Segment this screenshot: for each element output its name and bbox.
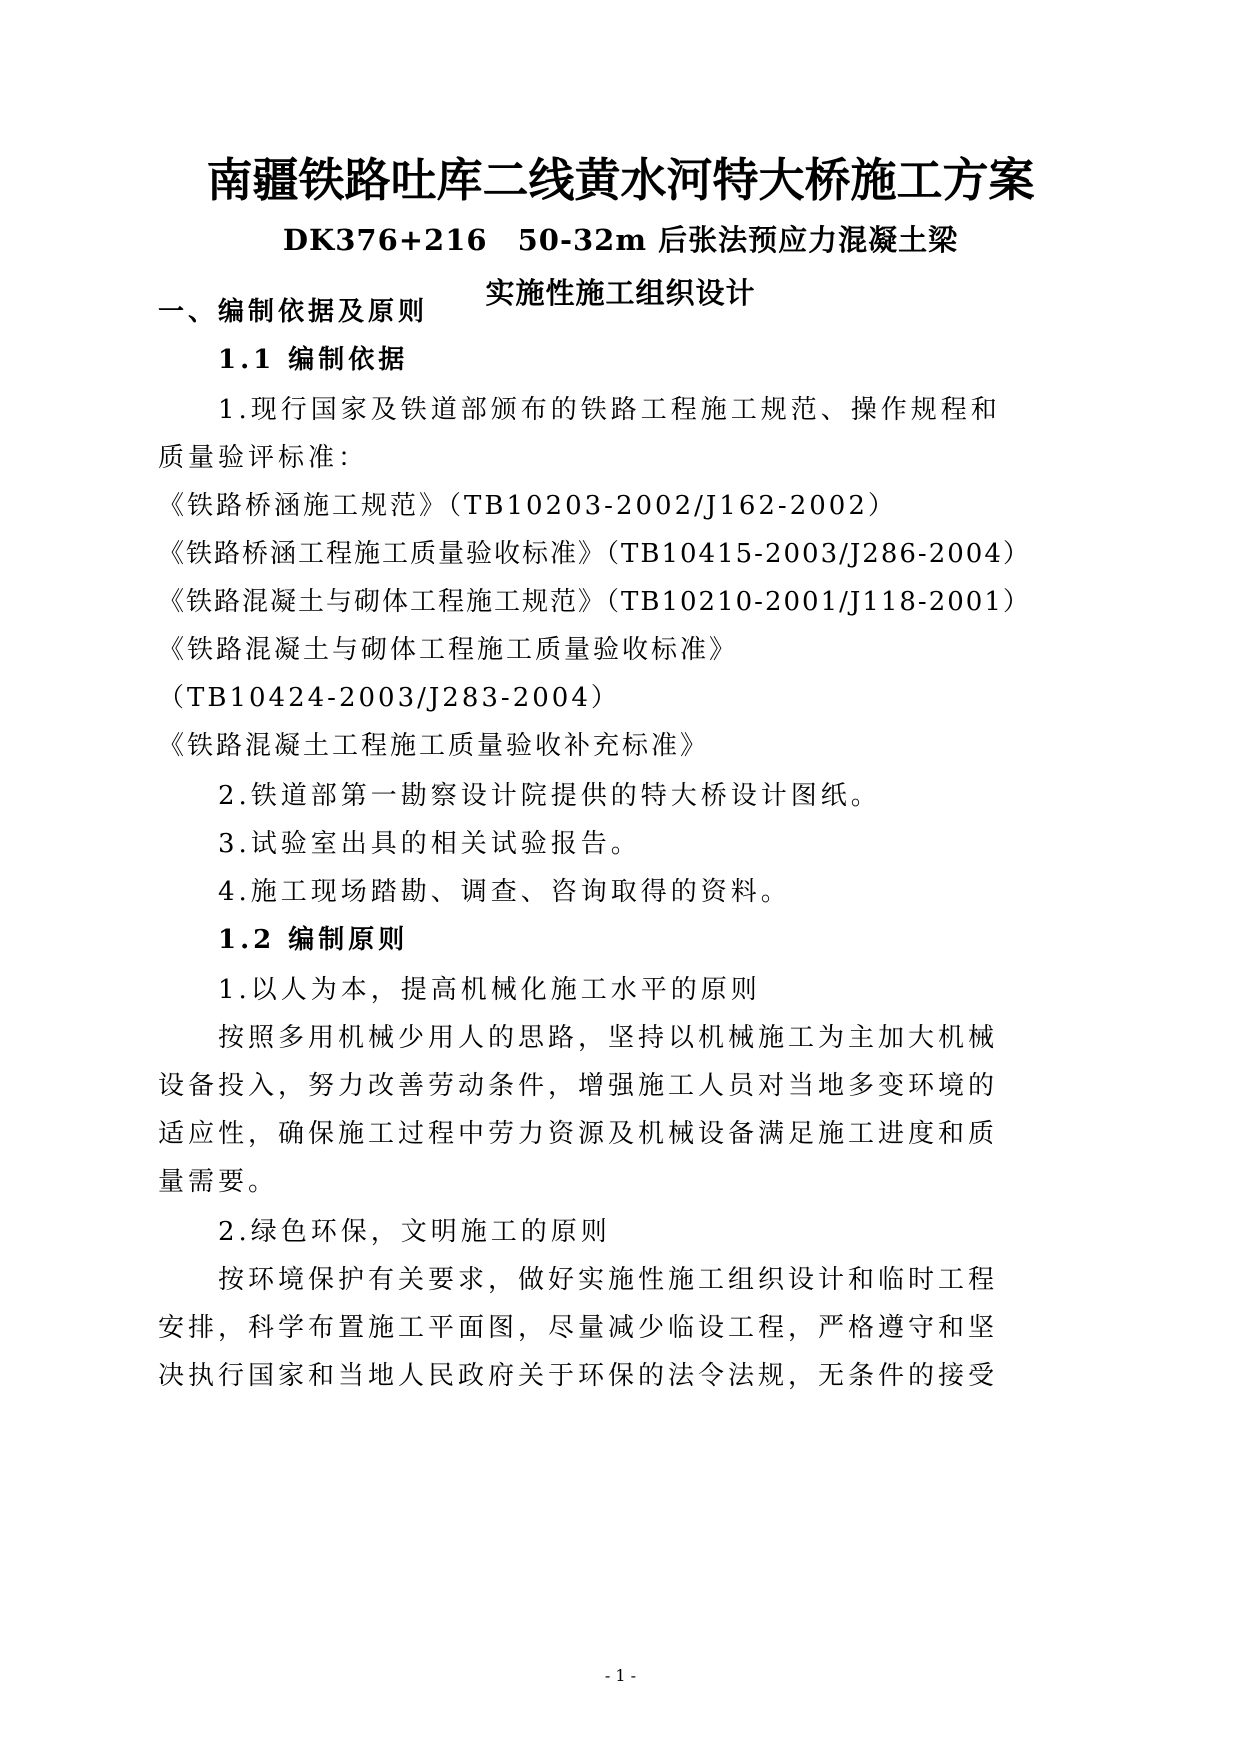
document-title: 南疆铁路吐库二线黄水河特大桥施工方案 (206, 153, 1035, 207)
paragraph-line: 4.施工现场踏勘、调查、咨询取得的资料。 (218, 877, 791, 907)
standard-reference: 《铁路混凝土工程施工质量验收补充标准》 (158, 731, 710, 761)
document-subtitle-2: 实施性施工组织设计 (485, 276, 756, 310)
section-heading-1: 一、编制依据及原则 (158, 297, 429, 327)
paragraph-line: 2.铁道部第一勘察设计院提供的特大桥设计图纸。 (218, 781, 881, 811)
paragraph-line: 决执行国家和当地人民政府关于环保的法令法规，无条件的接受 (158, 1361, 999, 1391)
standard-reference: （TB10424-2003/J283-2004） (158, 683, 620, 713)
paragraph-line: 1.现行国家及铁道部颁布的铁路工程施工规范、操作规程和 (218, 395, 1001, 425)
paragraph-line: 质量验评标准： (158, 443, 369, 473)
paragraph-line: 设备投入，努力改善劳动条件，增强施工人员对当地多变环境的 (158, 1071, 999, 1101)
standard-reference: 《铁路混凝土与砌体工程施工质量验收标准》 (158, 635, 739, 665)
page-number: - 1 - (604, 1666, 637, 1685)
paragraph-line: 1.以人为本，提高机械化施工水平的原则 (218, 975, 761, 1005)
paragraph-line: 2.绿色环保，文明施工的原则 (218, 1217, 611, 1247)
paragraph-line: 按环境保护有关要求，做好实施性施工组织设计和临时工程 (218, 1265, 999, 1295)
document-subtitle: DK376+216 50-32m 后张法预应力混凝土梁 (282, 223, 959, 257)
section-heading-1-1: 1.1 编制依据 (218, 345, 409, 375)
standard-reference: 《铁路桥涵工程施工质量验收标准》（TB10415-2003/J286-2004） (158, 539, 1031, 569)
paragraph-line: 量需要。 (158, 1167, 279, 1197)
standard-reference: 《铁路混凝土与砌体工程施工规范》（TB10210-2001/J118-2001） (158, 587, 1031, 617)
paragraph-line: 按照多用机械少用人的思路，坚持以机械施工为主加大机械 (218, 1023, 999, 1053)
paragraph-line: 3.试验室出具的相关试验报告。 (218, 829, 641, 859)
standard-reference: 《铁路桥涵施工规范》（TB10203-2002/J162-2002） (158, 491, 897, 521)
paragraph-line: 适应性，确保施工过程中劳力资源及机械设备满足施工进度和质 (158, 1119, 999, 1149)
section-heading-1-2: 1.2 编制原则 (218, 925, 409, 955)
paragraph-line: 安排，科学布置施工平面图，尽量减少临设工程，严格遵守和坚 (158, 1313, 999, 1343)
